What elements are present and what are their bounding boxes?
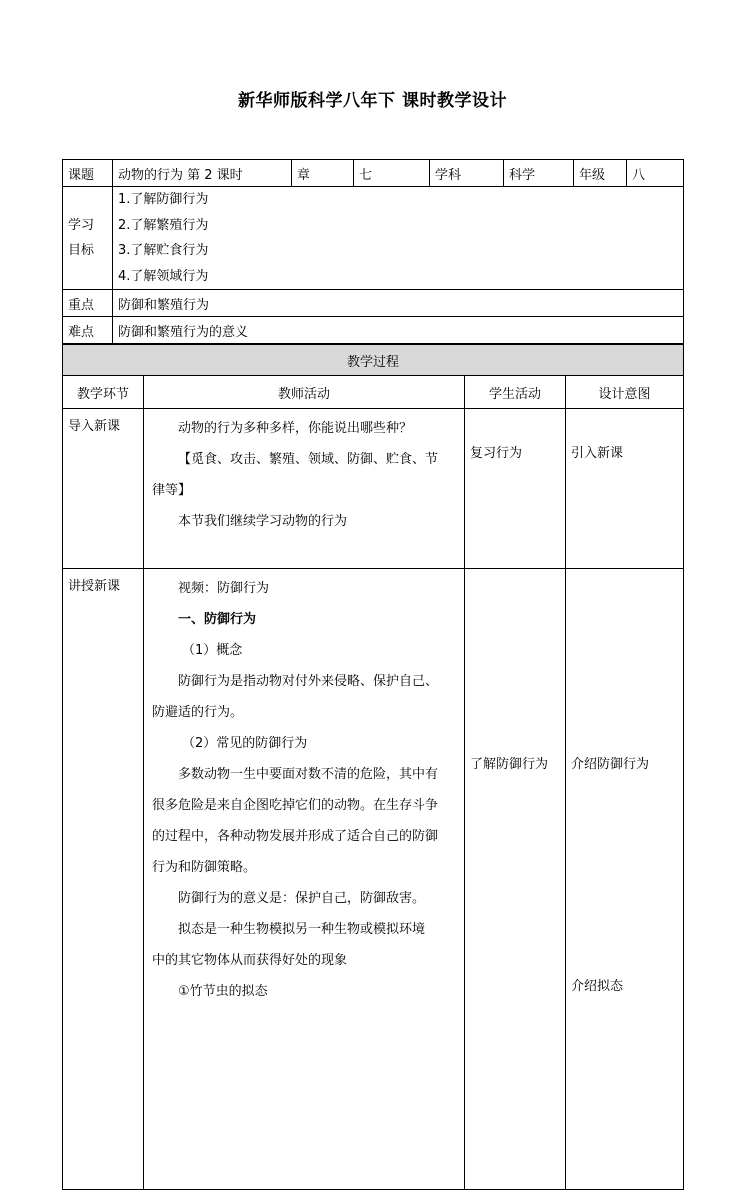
goal-item: 3.了解贮食行为: [118, 243, 209, 258]
col-stage-header: 教学环节: [63, 376, 144, 409]
student-activity-cell: 复习行为: [465, 409, 566, 569]
teacher-line: 拟态是一种生物模拟另一种生物或模拟环境: [178, 922, 426, 937]
student-activity-cell: 了解防御行为: [465, 569, 566, 1190]
goal-item: 4.了解领域行为: [118, 268, 209, 284]
goals-list: [113, 187, 684, 290]
process-body-table: [62, 408, 684, 1190]
difficulty-row: [63, 317, 684, 344]
teacher-line: 防御行为的意义是：保护自己，防御敌害。: [178, 891, 426, 906]
col-student-header: 学生活动: [465, 376, 566, 409]
key-point-label: 重点: [63, 290, 113, 317]
teacher-line: （2）常见的防御行为: [182, 736, 308, 751]
teacher-line: 律等】: [152, 483, 192, 498]
page-title: 新华师版科学八年下 课时教学设计: [238, 91, 507, 111]
process-header-table: [62, 344, 684, 409]
goal-item: 1.了解防御行为: [118, 192, 209, 207]
teacher-line: 【觅食、攻击、繁殖、领域、防御、贮食、节: [178, 452, 439, 467]
goal-item: 2.了解繁殖行为: [118, 217, 209, 233]
intent-text-bottom: 介绍拟态: [571, 979, 624, 994]
topic-value: 动物的行为 第 2 课时: [113, 160, 292, 187]
intent-cell: [566, 569, 684, 1190]
process-columns-row: [63, 376, 684, 409]
chapter-label: 章: [292, 160, 354, 187]
stage-cell: 讲授新课: [63, 569, 144, 1190]
stage-cell: 导入新课: [63, 409, 144, 569]
difficulty-label: 难点: [63, 317, 113, 344]
teacher-line: 多数动物一生中要面对数不清的危险，其中有: [178, 767, 439, 782]
key-point-value: 防御和繁殖行为: [113, 290, 684, 317]
teacher-line: 的过程中，各种动物发展并形成了适合自己的防御: [152, 829, 439, 844]
col-intent-header: 设计意图: [566, 376, 684, 409]
teacher-activity-cell: [144, 409, 465, 569]
teacher-line: 防避适的行为。: [152, 705, 244, 720]
teacher-line: ①竹节虫的拟态: [178, 984, 268, 999]
grade-value: 八: [627, 160, 684, 187]
goals-label: [63, 187, 113, 290]
teacher-line: 动物的行为多种多样，你能说出哪些种？: [178, 421, 413, 436]
teacher-line: 行为和防御策略。: [152, 860, 257, 875]
grade-label: 年级: [574, 160, 627, 187]
key-point-row: [63, 290, 684, 317]
goals-label-line: 学习: [68, 217, 95, 233]
process-heading: 教学过程: [63, 345, 684, 376]
teacher-line: 防御行为是指动物对付外来侵略、保护自己、: [178, 674, 439, 689]
topic-label: 课题: [63, 160, 113, 187]
section-heading: 一、防御行为: [178, 612, 257, 627]
process-heading-row: [63, 345, 684, 376]
lesson-info-table: [62, 159, 684, 344]
chapter-value: 七: [354, 160, 430, 187]
intent-text: 介绍防御行为: [571, 757, 650, 772]
teacher-line: 很多危险是来自企图吃掉它们的动物。在生存斗争: [152, 798, 439, 813]
goals-row: [63, 187, 684, 290]
intent-cell: 引入新课: [566, 409, 684, 569]
info-row: [63, 160, 684, 187]
subject-label: 学科: [430, 160, 504, 187]
col-teacher-header: 教师活动: [144, 376, 465, 409]
table-row: [63, 569, 684, 1190]
teacher-line: （1）概念: [182, 643, 243, 658]
table-row: [63, 409, 684, 569]
teacher-line: 本节我们继续学习动物的行为: [178, 514, 348, 529]
teacher-line: 中的其它物体从而获得好处的现象: [152, 953, 348, 968]
difficulty-value: 防御和繁殖行为的意义: [113, 317, 684, 344]
teacher-activity-cell: [144, 569, 465, 1190]
subject-value: 科学: [504, 160, 574, 187]
teacher-line: 视频：防御行为: [178, 581, 270, 596]
goals-label-line: 目标: [68, 243, 95, 258]
